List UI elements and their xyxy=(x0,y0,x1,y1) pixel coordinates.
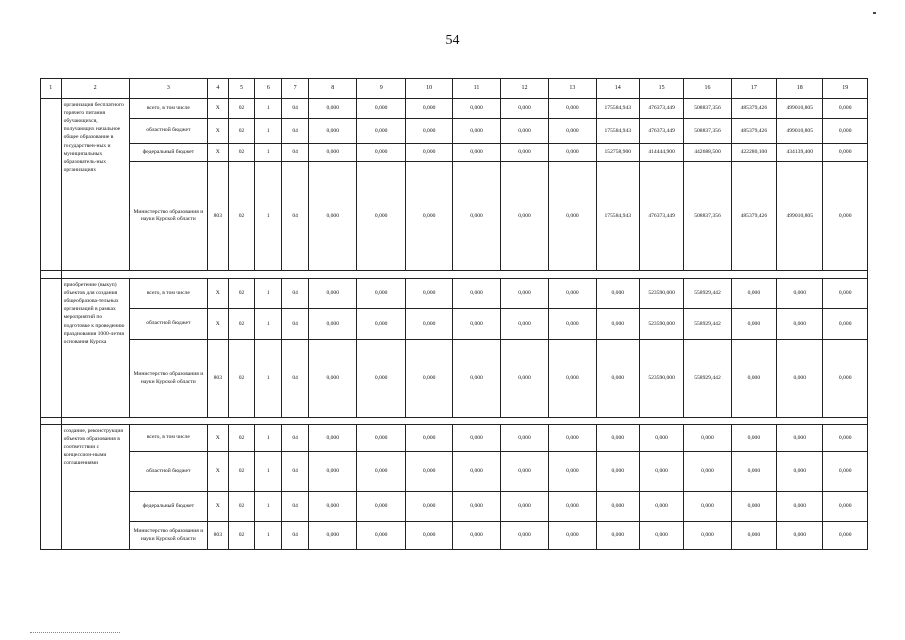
value-cell: 0,000 xyxy=(357,425,405,452)
code-cell-c7: 04 xyxy=(282,425,309,452)
header-cell: 15 xyxy=(639,79,683,99)
value-cell: 0,000 xyxy=(549,522,596,550)
value-cell: 422280,100 xyxy=(731,144,776,162)
value-cell: 0,000 xyxy=(357,340,405,418)
value-cell: 523590,000 xyxy=(639,309,683,340)
code-cell-c6: 1 xyxy=(255,340,282,418)
code-cell-c4: X xyxy=(208,492,229,522)
header-cell: 4 xyxy=(208,79,229,99)
value-cell: 0,000 xyxy=(405,452,452,492)
funding-source-cell: Министерство образования и науки Курской области xyxy=(129,522,207,550)
value-cell: 0,000 xyxy=(777,279,823,309)
spacer-row xyxy=(41,271,868,279)
table-row xyxy=(41,492,868,522)
header-cell: 19 xyxy=(823,79,868,99)
value-cell: 0,000 xyxy=(684,452,731,492)
value-cell: 0,000 xyxy=(357,144,405,162)
value-cell: 0,000 xyxy=(357,309,405,340)
value-cell: 0,000 xyxy=(309,340,357,418)
code-cell-c7: 04 xyxy=(282,492,309,522)
value-cell: 476373,449 xyxy=(639,162,683,271)
value-cell: 0,000 xyxy=(500,492,548,522)
value-cell: 0,000 xyxy=(549,492,596,522)
value-cell: 0,000 xyxy=(549,144,596,162)
table-row xyxy=(41,425,868,452)
value-cell: 0,000 xyxy=(309,162,357,271)
code-cell-c6: 1 xyxy=(255,162,282,271)
value-cell: 175584,943 xyxy=(596,119,639,144)
value-cell: 523590,000 xyxy=(639,279,683,309)
value-cell: 558929,442 xyxy=(684,340,731,418)
table-row xyxy=(41,452,868,492)
value-cell: 0,000 xyxy=(731,425,776,452)
value-cell: 0,000 xyxy=(731,279,776,309)
value-cell: 0,000 xyxy=(823,144,868,162)
value-cell: 0,000 xyxy=(453,144,500,162)
scan-footer-mark xyxy=(30,632,120,637)
value-cell: 175584,943 xyxy=(596,99,639,119)
spacer-col1 xyxy=(41,271,62,279)
value-cell: 0,000 xyxy=(405,522,452,550)
code-cell-c7: 04 xyxy=(282,162,309,271)
code-cell-c4: X xyxy=(208,309,229,340)
page-number: 54 xyxy=(445,33,460,48)
value-cell: 499010,805 xyxy=(777,119,823,144)
code-cell-c5: 02 xyxy=(228,340,255,418)
value-cell: 0,000 xyxy=(684,425,731,452)
value-cell: 434139,400 xyxy=(777,144,823,162)
value-cell: 0,000 xyxy=(823,162,868,271)
value-cell: 0,000 xyxy=(357,99,405,119)
value-cell: 0,000 xyxy=(357,279,405,309)
value-cell: 0,000 xyxy=(549,279,596,309)
value-cell: 508837,356 xyxy=(684,119,731,144)
value-cell: 0,000 xyxy=(684,522,731,550)
value-cell: 0,000 xyxy=(731,492,776,522)
col1-empty-cell xyxy=(41,279,62,418)
value-cell: 0,000 xyxy=(777,452,823,492)
value-cell: 0,000 xyxy=(549,309,596,340)
header-cell: 3 xyxy=(129,79,207,99)
value-cell: 0,000 xyxy=(777,492,823,522)
table-row xyxy=(41,309,868,340)
value-cell: 0,000 xyxy=(500,99,548,119)
code-cell-c4: X xyxy=(208,425,229,452)
code-cell-c7: 04 xyxy=(282,452,309,492)
value-cell: 0,000 xyxy=(596,309,639,340)
value-cell: 0,000 xyxy=(731,309,776,340)
value-cell: 0,000 xyxy=(596,279,639,309)
value-cell: 0,000 xyxy=(500,144,548,162)
value-cell: 0,000 xyxy=(309,425,357,452)
code-cell-c6: 1 xyxy=(255,144,282,162)
value-cell: 0,000 xyxy=(731,340,776,418)
value-cell: 0,000 xyxy=(500,522,548,550)
table-row xyxy=(41,340,868,418)
table-row xyxy=(41,144,868,162)
table-row xyxy=(41,522,868,550)
value-cell: 0,000 xyxy=(405,144,452,162)
code-cell-c5: 02 xyxy=(228,99,255,119)
code-cell-c6: 1 xyxy=(255,309,282,340)
value-cell: 0,000 xyxy=(639,492,683,522)
value-cell: 508837,356 xyxy=(684,99,731,119)
value-cell: 0,000 xyxy=(549,452,596,492)
table-row xyxy=(41,279,868,309)
value-cell: 0,000 xyxy=(777,340,823,418)
code-cell-c6: 1 xyxy=(255,279,282,309)
code-cell-c6: 1 xyxy=(255,119,282,144)
value-cell: 0,000 xyxy=(453,522,500,550)
value-cell: 0,000 xyxy=(823,425,868,452)
value-cell: 0,000 xyxy=(453,99,500,119)
value-cell: 175584,943 xyxy=(596,162,639,271)
code-cell-c7: 04 xyxy=(282,340,309,418)
table-row xyxy=(41,162,868,271)
value-cell: 485379,426 xyxy=(731,162,776,271)
funding-source-cell: федеральный бюджет xyxy=(129,144,207,162)
col1-empty-cell xyxy=(41,425,62,550)
value-cell: 0,000 xyxy=(549,99,596,119)
value-cell: 0,000 xyxy=(357,522,405,550)
header-cell: 11 xyxy=(453,79,500,99)
value-cell: 442688,500 xyxy=(684,144,731,162)
value-cell: 0,000 xyxy=(453,340,500,418)
code-cell-c5: 02 xyxy=(228,279,255,309)
value-cell: 0,000 xyxy=(357,119,405,144)
value-cell: 0,000 xyxy=(453,162,500,271)
header-cell: 17 xyxy=(731,79,776,99)
code-cell-c7: 04 xyxy=(282,119,309,144)
code-cell-c4: X xyxy=(208,452,229,492)
value-cell: 558929,442 xyxy=(684,279,731,309)
code-cell-c6: 1 xyxy=(255,452,282,492)
header-cell: 12 xyxy=(500,79,548,99)
code-cell-c4: X xyxy=(208,99,229,119)
value-cell: 508837,356 xyxy=(684,162,731,271)
value-cell: 0,000 xyxy=(823,309,868,340)
value-cell: 0,000 xyxy=(405,162,452,271)
value-cell: 0,000 xyxy=(405,340,452,418)
code-cell-c5: 02 xyxy=(228,492,255,522)
value-cell: 0,000 xyxy=(596,425,639,452)
header-cell: 1 xyxy=(41,79,62,99)
value-cell: 0,000 xyxy=(596,340,639,418)
value-cell: 0,000 xyxy=(549,119,596,144)
code-cell-c5: 02 xyxy=(228,144,255,162)
value-cell: 0,000 xyxy=(309,522,357,550)
code-cell-c5: 02 xyxy=(228,119,255,144)
value-cell: 0,000 xyxy=(309,492,357,522)
value-cell: 499010,805 xyxy=(777,162,823,271)
measure-name-cell: организация бесплатного горячего питания обучающихся, получающих начальное общее образование в государствен-ных и муниципальных образователь-ных организациях xyxy=(61,99,129,271)
value-cell: 0,000 xyxy=(684,492,731,522)
code-cell-c6: 1 xyxy=(255,492,282,522)
value-cell: 0,000 xyxy=(500,340,548,418)
value-cell: 0,000 xyxy=(596,522,639,550)
funding-source-cell: всего, в том числе xyxy=(129,279,207,309)
value-cell: 0,000 xyxy=(309,309,357,340)
value-cell: 0,000 xyxy=(731,522,776,550)
spacer-row xyxy=(41,418,868,425)
value-cell: 0,000 xyxy=(639,425,683,452)
value-cell: 0,000 xyxy=(777,425,823,452)
header-cell: 5 xyxy=(228,79,255,99)
value-cell: 0,000 xyxy=(777,309,823,340)
value-cell: 0,000 xyxy=(405,119,452,144)
value-cell: 0,000 xyxy=(357,492,405,522)
funding-source-cell: областной бюджет xyxy=(129,452,207,492)
value-cell: 0,000 xyxy=(357,452,405,492)
code-cell-c7: 04 xyxy=(282,522,309,550)
scan-speck xyxy=(873,12,876,14)
value-cell: 0,000 xyxy=(549,340,596,418)
table-row xyxy=(41,119,868,144)
funding-source-cell: Министерство образования и науки Курской области xyxy=(129,162,207,271)
value-cell: 0,000 xyxy=(453,119,500,144)
budget-table xyxy=(40,78,868,550)
code-cell-c5: 02 xyxy=(228,309,255,340)
value-cell: 0,000 xyxy=(453,425,500,452)
value-cell: 0,000 xyxy=(453,309,500,340)
header-cell: 10 xyxy=(405,79,452,99)
header-cell: 2 xyxy=(61,79,129,99)
value-cell: 499010,805 xyxy=(777,99,823,119)
value-cell: 558929,442 xyxy=(684,309,731,340)
value-cell: 0,000 xyxy=(405,309,452,340)
code-cell-c6: 1 xyxy=(255,522,282,550)
funding-source-cell: федеральный бюджет xyxy=(129,492,207,522)
value-cell: 0,000 xyxy=(596,452,639,492)
value-cell: 0,000 xyxy=(309,452,357,492)
value-cell: 0,000 xyxy=(596,492,639,522)
value-cell: 476373,449 xyxy=(639,119,683,144)
value-cell: 0,000 xyxy=(777,522,823,550)
value-cell: 0,000 xyxy=(731,452,776,492)
funding-source-cell: областной бюджет xyxy=(129,119,207,144)
value-cell: 0,000 xyxy=(823,340,868,418)
value-cell: 0,000 xyxy=(405,279,452,309)
col1-empty-cell xyxy=(41,99,62,271)
code-cell-c7: 04 xyxy=(282,144,309,162)
value-cell: 0,000 xyxy=(405,99,452,119)
code-cell-c6: 1 xyxy=(255,99,282,119)
value-cell: 0,000 xyxy=(549,162,596,271)
header-cell: 18 xyxy=(777,79,823,99)
value-cell: 0,000 xyxy=(405,425,452,452)
measure-name-cell: создание, реконструкция объектов образования в соответствии с концессион-ными соглашениями xyxy=(61,425,129,550)
value-cell: 0,000 xyxy=(823,279,868,309)
code-cell-c7: 04 xyxy=(282,99,309,119)
value-cell: 0,000 xyxy=(500,452,548,492)
measure-name-cell: приобретение (выкуп) объектов для создания общеобразова-тельных организаций в рамках мероприятий по подготовке к проведению празднования 1000-летия основания Курска xyxy=(61,279,129,418)
header-cell: 7 xyxy=(282,79,309,99)
table-row xyxy=(41,99,868,119)
value-cell: 0,000 xyxy=(823,119,868,144)
code-cell-c5: 02 xyxy=(228,425,255,452)
value-cell: 0,000 xyxy=(500,119,548,144)
header-cell: 16 xyxy=(684,79,731,99)
value-cell: 523590,000 xyxy=(639,340,683,418)
value-cell: 485379,426 xyxy=(731,119,776,144)
value-cell: 0,000 xyxy=(639,452,683,492)
value-cell: 0,000 xyxy=(639,522,683,550)
funding-source-cell: Министерство образования и науки Курской области xyxy=(129,340,207,418)
value-cell: 476373,449 xyxy=(639,99,683,119)
code-cell-c7: 04 xyxy=(282,279,309,309)
funding-source-cell: областной бюджет xyxy=(129,309,207,340)
value-cell: 0,000 xyxy=(823,452,868,492)
header-cell: 8 xyxy=(309,79,357,99)
value-cell: 414444,900 xyxy=(639,144,683,162)
spacer-col1 xyxy=(41,418,62,425)
value-cell: 0,000 xyxy=(309,119,357,144)
value-cell: 0,000 xyxy=(309,144,357,162)
header-cell: 6 xyxy=(255,79,282,99)
value-cell: 0,000 xyxy=(549,425,596,452)
spacer-cell xyxy=(61,418,867,425)
header-cell: 14 xyxy=(596,79,639,99)
code-cell-c4: 803 xyxy=(208,522,229,550)
code-cell-c7: 04 xyxy=(282,309,309,340)
code-cell-c4: X xyxy=(208,144,229,162)
code-cell-c4: 803 xyxy=(208,340,229,418)
code-cell-c5: 02 xyxy=(228,452,255,492)
code-cell-c5: 02 xyxy=(228,522,255,550)
value-cell: 0,000 xyxy=(309,279,357,309)
code-cell-c6: 1 xyxy=(255,425,282,452)
value-cell: 0,000 xyxy=(453,492,500,522)
value-cell: 0,000 xyxy=(823,99,868,119)
header-row xyxy=(41,79,868,99)
value-cell: 152758,900 xyxy=(596,144,639,162)
value-cell: 485379,426 xyxy=(731,99,776,119)
value-cell: 0,000 xyxy=(309,99,357,119)
value-cell: 0,000 xyxy=(405,492,452,522)
code-cell-c4: X xyxy=(208,279,229,309)
value-cell: 0,000 xyxy=(500,279,548,309)
value-cell: 0,000 xyxy=(453,279,500,309)
value-cell: 0,000 xyxy=(823,492,868,522)
value-cell: 0,000 xyxy=(500,309,548,340)
value-cell: 0,000 xyxy=(500,425,548,452)
value-cell: 0,000 xyxy=(357,162,405,271)
funding-source-cell: всего, в том числе xyxy=(129,99,207,119)
code-cell-c4: X xyxy=(208,119,229,144)
value-cell: 0,000 xyxy=(823,522,868,550)
code-cell-c4: 803 xyxy=(208,162,229,271)
value-cell: 0,000 xyxy=(453,452,500,492)
funding-source-cell: всего, в том числе xyxy=(129,425,207,452)
header-cell: 9 xyxy=(357,79,405,99)
spacer-cell xyxy=(61,271,867,279)
code-cell-c5: 02 xyxy=(228,162,255,271)
header-cell: 13 xyxy=(549,79,596,99)
value-cell: 0,000 xyxy=(500,162,548,271)
